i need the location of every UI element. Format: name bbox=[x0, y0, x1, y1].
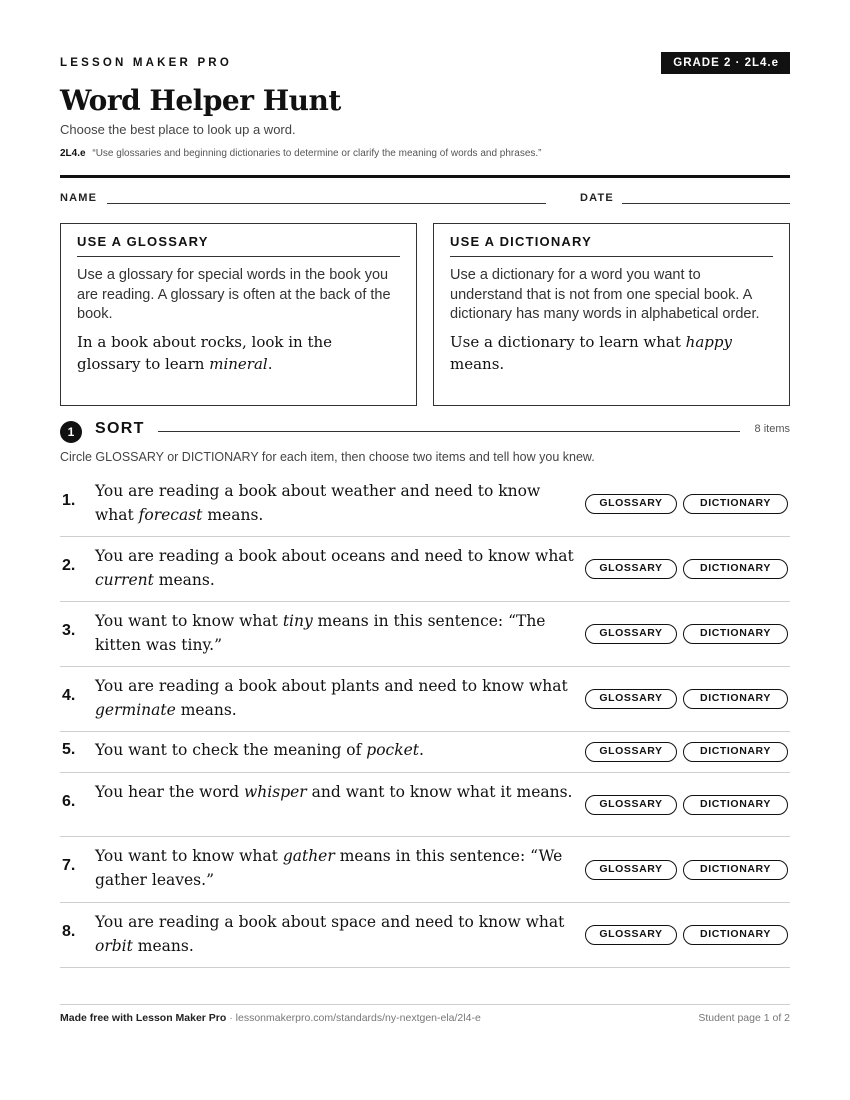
question-text: You are reading a book about weather and need to know what forecast means. bbox=[95, 482, 541, 524]
question-row bbox=[60, 837, 790, 903]
standard-text: “Use glossaries and beginning dictionaries to determine or clarify the meaning of words and phrases.” bbox=[92, 148, 542, 159]
glossary-option[interactable]: GLOSSARY bbox=[585, 559, 677, 579]
question-number: 2. bbox=[62, 557, 76, 574]
name-label: NAME bbox=[60, 192, 98, 204]
target-word: whisper bbox=[244, 783, 307, 801]
glossary-card bbox=[60, 223, 417, 406]
target-word: gather bbox=[282, 847, 335, 865]
question-text: You want to know what tiny means in this sentence: “The kitten was tiny.” bbox=[95, 612, 546, 654]
header-divider bbox=[60, 175, 790, 178]
section-header bbox=[60, 419, 790, 443]
question-row bbox=[60, 602, 790, 667]
footer-divider bbox=[60, 1004, 790, 1005]
glossary-option[interactable]: GLOSSARY bbox=[585, 742, 677, 762]
brand-name: LESSON MAKER PRO bbox=[60, 57, 232, 69]
answer-options bbox=[585, 925, 788, 945]
footer-url[interactable]: lessonmakerpro.com/standards/ny-nextgen-ela/2l4-e bbox=[235, 1012, 481, 1024]
question-text: You want to know what gather means in this sentence: “We gather leaves.” bbox=[95, 847, 563, 889]
glossary-option[interactable]: GLOSSARY bbox=[585, 860, 677, 880]
dictionary-option[interactable]: DICTIONARY bbox=[683, 559, 788, 579]
dictionary-card-example: Use a dictionary to learn what happy means. bbox=[450, 332, 732, 373]
question-number: 4. bbox=[62, 687, 76, 704]
question-text: You want to check the meaning of pocket. bbox=[95, 741, 424, 759]
footer-page-number: Student page 1 of 2 bbox=[698, 1012, 790, 1024]
glossary-card-description: Use a glossary for special words in the book you are reading. A glossary is often at the back of the book. bbox=[77, 267, 391, 322]
glossary-option[interactable]: GLOSSARY bbox=[585, 925, 677, 945]
target-word: orbit bbox=[95, 937, 133, 955]
dictionary-option[interactable]: DICTIONARY bbox=[683, 624, 788, 644]
question-row bbox=[60, 732, 790, 773]
dictionary-card bbox=[433, 223, 790, 406]
question-text: You hear the word whisper and want to know what it means. bbox=[95, 783, 573, 801]
footer-made-with: Made free with Lesson Maker Pro bbox=[60, 1012, 227, 1024]
question-row bbox=[60, 903, 790, 968]
page-subtitle: Choose the best place to look up a word. bbox=[60, 122, 296, 137]
question-text: You are reading a book about oceans and need to know what current means. bbox=[95, 547, 574, 589]
question-number: 8. bbox=[62, 923, 76, 940]
dictionary-option[interactable]: DICTIONARY bbox=[683, 795, 788, 815]
section-instructions: Circle GLOSSARY or DICTIONARY for each item, then choose two items and tell how you knew. bbox=[60, 450, 595, 464]
grade-badge: GRADE 2 · 2L4.e bbox=[661, 52, 790, 74]
glossary-card-title: USE A GLOSSARY bbox=[77, 234, 400, 257]
answer-options bbox=[585, 689, 788, 709]
date-field[interactable] bbox=[622, 203, 790, 204]
question-text: You are reading a book about plants and need to know what germinate means. bbox=[95, 677, 568, 719]
answer-options bbox=[585, 624, 788, 644]
footer-credit: Made free with Lesson Maker Pro · lessonmakerpro.com/standards/ny-nextgen-ela/2l4-e bbox=[60, 1012, 481, 1024]
date-label: DATE bbox=[580, 192, 614, 204]
question-number: 3. bbox=[62, 622, 76, 639]
dictionary-option[interactable]: DICTIONARY bbox=[683, 742, 788, 762]
section-title: SORT bbox=[95, 420, 145, 437]
question-number: 5. bbox=[62, 741, 76, 758]
target-word: tiny bbox=[282, 612, 313, 630]
dictionary-option[interactable]: DICTIONARY bbox=[683, 925, 788, 945]
dictionary-option[interactable]: DICTIONARY bbox=[683, 860, 788, 880]
example-word: happy bbox=[685, 332, 732, 351]
answer-options bbox=[585, 860, 788, 880]
answer-options bbox=[585, 742, 788, 762]
answer-options bbox=[585, 494, 788, 514]
item-list bbox=[60, 472, 790, 968]
target-word: current bbox=[95, 571, 154, 589]
question-row bbox=[60, 537, 790, 602]
question-number: 7. bbox=[62, 857, 76, 874]
dictionary-card-title: USE A DICTIONARY bbox=[450, 234, 773, 257]
glossary-option[interactable]: GLOSSARY bbox=[585, 494, 677, 514]
question-number: 1. bbox=[62, 492, 76, 509]
question-text: You are reading a book about space and need to know what orbit means. bbox=[95, 913, 565, 955]
question-row bbox=[60, 773, 790, 837]
example-word: mineral bbox=[209, 354, 268, 373]
glossary-option[interactable]: GLOSSARY bbox=[585, 689, 677, 709]
glossary-option[interactable]: GLOSSARY bbox=[585, 624, 677, 644]
section-number-badge: 1 bbox=[60, 421, 82, 443]
target-word: germinate bbox=[95, 701, 176, 719]
name-date-row bbox=[60, 191, 790, 207]
question-number: 6. bbox=[62, 793, 76, 810]
standard-code: 2L4.e bbox=[60, 148, 86, 159]
glossary-option[interactable]: GLOSSARY bbox=[585, 795, 677, 815]
dictionary-card-description: Use a dictionary for a word you want to understand that is not from one special book. A dictionary has many words in alphabetical order. bbox=[450, 267, 760, 322]
standard-line bbox=[60, 148, 542, 159]
section-rule bbox=[158, 431, 740, 432]
answer-options bbox=[585, 559, 788, 579]
answer-options bbox=[585, 795, 788, 815]
name-field[interactable] bbox=[107, 203, 546, 204]
page-title: Word Helper Hunt bbox=[60, 84, 341, 117]
question-row bbox=[60, 667, 790, 732]
dictionary-option[interactable]: DICTIONARY bbox=[683, 494, 788, 514]
glossary-card-example: In a book about rocks, look in the glossary to learn mineral. bbox=[77, 332, 333, 373]
section-item-count: 8 items bbox=[754, 423, 790, 435]
dictionary-option[interactable]: DICTIONARY bbox=[683, 689, 788, 709]
question-row bbox=[60, 472, 790, 537]
target-word: pocket bbox=[366, 741, 420, 759]
target-word: forecast bbox=[138, 506, 203, 524]
